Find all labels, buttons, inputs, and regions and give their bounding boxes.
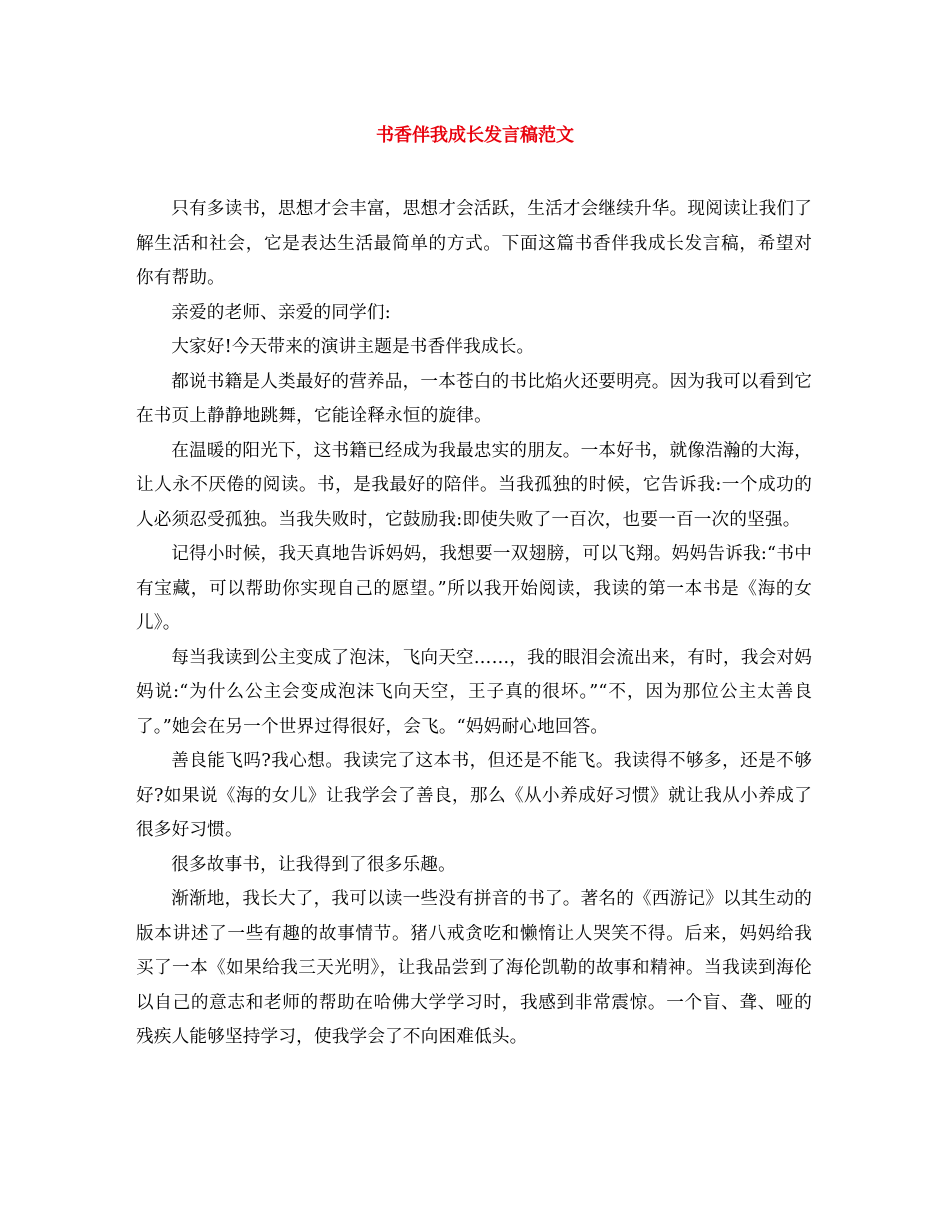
paragraph-body: 善良能飞吗?我心想。我读完了这本书，但还是不能飞。我读得不够多，还是不够好?如果说《海的女儿》让我学会了善良，那么《从小养成好习惯》就让我从小养成了很多好习惯。 xyxy=(136,751,812,840)
paragraph-intro: 只有多读书，思想才会丰富，思想才会活跃，生活才会继续升华。现阅读让我们了解生活和社会，它是表达生活最简单的方式。下面这篇书香伴我成长发言稿，希望对你有帮助。 xyxy=(136,199,812,288)
paragraph-body: 每当我读到公主变成了泡沫，飞向天空……，我的眼泪会流出来，有时，我会对妈妈说:“为什么公主会变成泡沫飞向天空，王子真的很坏。”“不，因为那位公主太善良了。”她会在另一个世界过得很好，会飞。“妈妈耐心地回答。 xyxy=(136,647,812,737)
paragraph-body: 很多故事书，让我得到了很多乐趣。 xyxy=(171,854,456,875)
paragraph-body: 渐渐地，我长大了，我可以读一些没有拼音的书了。著名的《西游记》以其生动的版本讲述了一些有趣的故事情节。猪八戒贪吃和懒惰让人哭笑不得。后来，妈妈给我买了一本《如果给我三天光明》，让我品尝到了海伦凯勒的故事和精神。当我读到海伦以自己的意志和老师的帮助在哈佛大学学习时，我感到非常震惊。一个盲、聋、哑的残疾人能够坚持学习，使我学会了不向困难低头。 xyxy=(136,889,812,1047)
paragraph-greeting: 大家好!今天带来的演讲主题是书香伴我成长。 xyxy=(171,337,535,357)
paragraph-body: 在温暖的阳光下，这书籍已经成为我最忠实的朋友。一本好书，就像浩瀚的大海，让人永不厌倦的阅读。书，是我最好的陪伴。当我孤独的时候，它告诉我:一个成功的人必须忍受孤独。当我失败时，它鼓励我:即使失败了一百次，也要一百一次的坚强。 xyxy=(136,440,812,530)
document-body xyxy=(136,192,812,1055)
document-title: 书香伴我成长发言稿范文 xyxy=(376,125,574,146)
paragraph-salutation: 亲爱的老师、亲爱的同学们: xyxy=(171,302,391,323)
paragraph-body: 都说书籍是人类最好的营养品，一本苍白的书比焰火还要明亮。因为我可以看到它在书页上静静地跳舞，它能诠释永恒的旋律。 xyxy=(136,371,812,426)
paragraph-body: 记得小时候，我天真地告诉妈妈，我想要一双翅膀，可以飞翔。妈妈告诉我:“书中有宝藏，可以帮助你实现自己的愿望。”所以我开始阅读，我读的第一本书是《海的女儿》。 xyxy=(136,544,812,633)
